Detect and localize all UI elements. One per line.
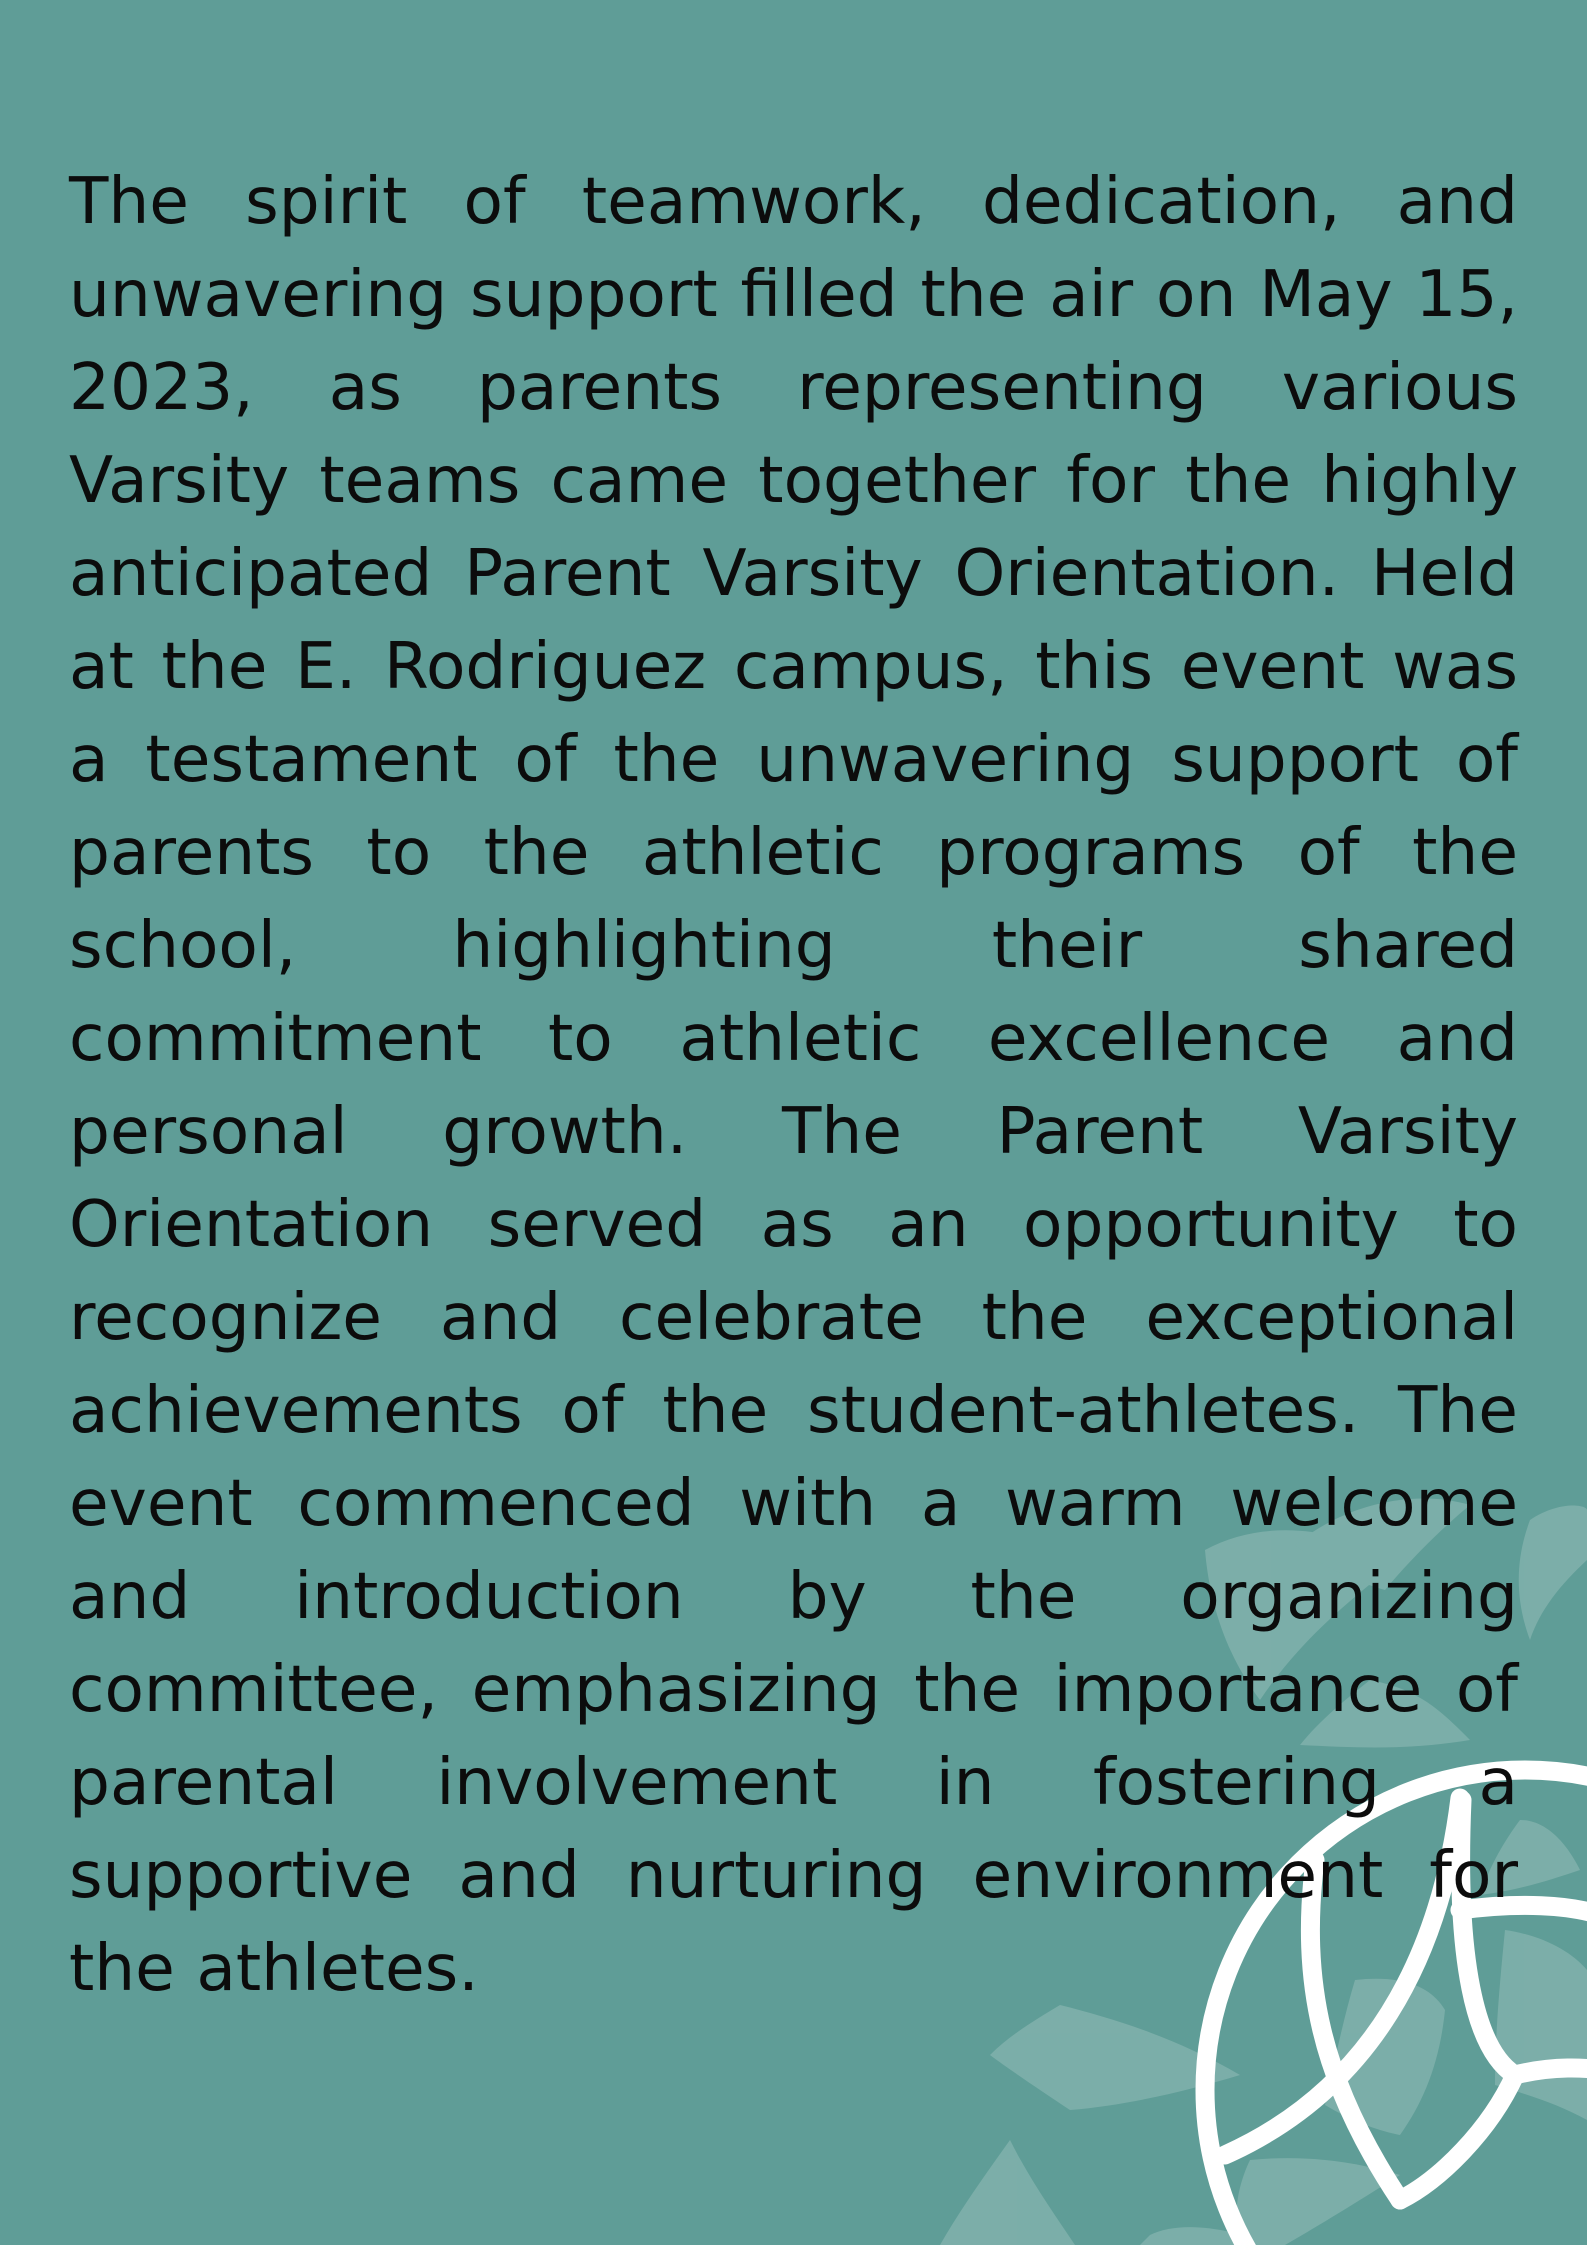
leaf-shape xyxy=(1519,1506,1587,1640)
leaf-shape xyxy=(940,2140,1075,2245)
leaf-shape xyxy=(1140,2227,1235,2245)
article-body: The spirit of teamwork, dedication, and unwavering support filled the air on May 15, 2023, as parents representing various Varsity teams came together for the highly anticipated Parent Varsity Orientation. Held at the E. Rodriguez campus, this event was a testament of the unwavering support of parents to the athletic programs of the school, highlighting their shared commitment to athletic excellence and personal growth. The Parent Varsity Orientation served as an opportunity to recognize and celebrate the exceptional achievements of the student-athletes. The event commenced with a warm welcome and introduction by the organizing committee, emphasizing the importance of parental involvement in fostering a supportive and nurturing environment for the athletes. xyxy=(69,164,1518,2006)
